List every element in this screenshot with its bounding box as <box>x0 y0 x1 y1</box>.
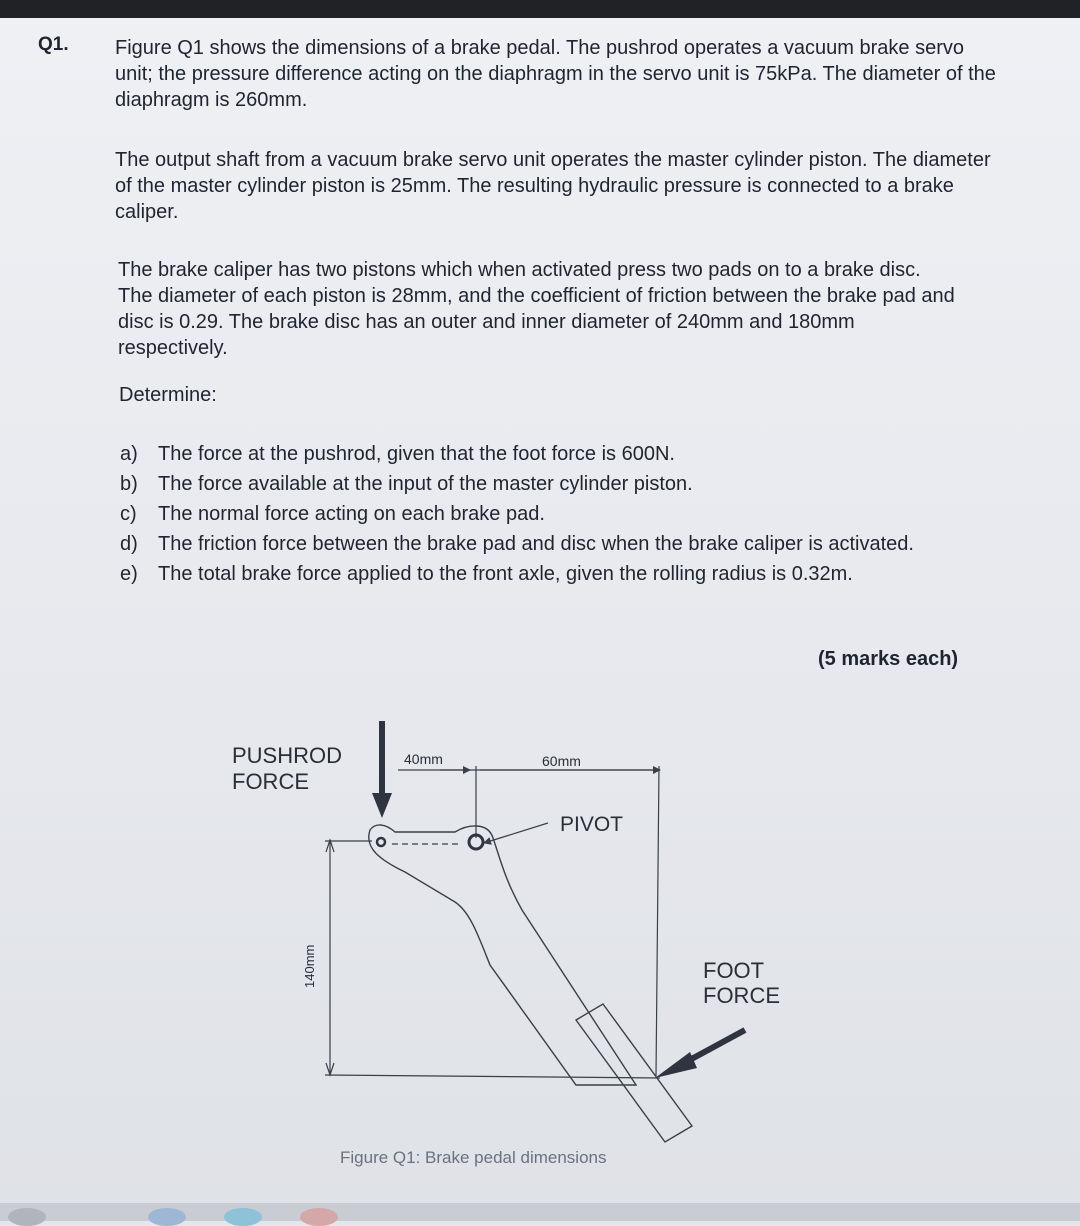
servo-paragraph: The output shaft from a vacuum brake servo unit operates the master cylinder piston. The diameter of the master cylinder piston is 25mm. The resulting hydraulic pressure is connected to a brake caliper. <box>115 149 991 223</box>
part-text: The force available at the input of the master cylinder piston. <box>158 473 693 495</box>
pivot-label: PIVOT <box>560 813 624 836</box>
part-letter: a) <box>120 443 138 465</box>
foot-force-arrowhead <box>655 1052 697 1078</box>
foot-force-shaft <box>686 1030 745 1062</box>
pushrod-pin-icon <box>377 838 385 846</box>
intro-paragraph: Figure Q1 shows the dimensions of a brake pedal. The pushrod operates a vacuum brake servo unit; the pressure difference acting on the diaphragm in the servo unit is 75kPa. The diameter of the diaphragm is 260mm. <box>115 37 996 111</box>
taskbar-blur-spot <box>224 1208 262 1226</box>
question-number: Q1. <box>38 34 69 55</box>
foot-label-line1: FOOT <box>703 958 765 983</box>
bottom-extension-line <box>325 1075 660 1078</box>
part-text: The total brake force applied to the front axle, given the rolling radius is 0.32m. <box>158 563 853 585</box>
marks-allocation: (5 marks each) <box>818 648 959 670</box>
taskbar-blur-spot <box>8 1208 46 1226</box>
dim-60-label: 60mm <box>542 753 581 769</box>
part-letter: e) <box>120 563 138 585</box>
caliper-paragraph: The brake caliper has two pistons which when activated press two pads on to a brake disc. The diameter of each piston is 28mm, and the coefficient of friction between the brake pad and disc is 0.29. The brake disc has an outer and inner diameter of 240mm and 180mm respectively. <box>118 259 955 359</box>
pushrod-label-line1: PUSHROD <box>232 743 343 768</box>
dim-140-label: 140mm <box>302 944 317 988</box>
part-text: The normal force acting on each brake pad. <box>158 503 545 525</box>
foot-label-line2: FORCE <box>703 983 780 1008</box>
dim-40-label: 40mm <box>404 751 443 767</box>
part-letter: b) <box>120 473 138 495</box>
part-letter: c) <box>120 503 137 525</box>
pushrod-label-line2: FORCE <box>232 769 309 794</box>
part-letter: d) <box>120 533 138 555</box>
taskbar-blur-spot <box>300 1208 338 1226</box>
taskbar-blur-spot <box>148 1208 186 1226</box>
pedal-arm-outline <box>369 825 636 1085</box>
determine-label: Determine: <box>119 384 217 406</box>
foot-extension-line <box>656 766 659 1076</box>
pivot-leader <box>484 823 548 843</box>
figure-caption: Figure Q1: Brake pedal dimensions <box>340 1148 607 1167</box>
part-text: The force at the pushrod, given that the foot force is 600N. <box>158 443 675 465</box>
pushrod-force-arrowhead <box>372 793 392 818</box>
part-text: The friction force between the brake pad and disc when the brake caliper is activated. <box>158 533 914 555</box>
